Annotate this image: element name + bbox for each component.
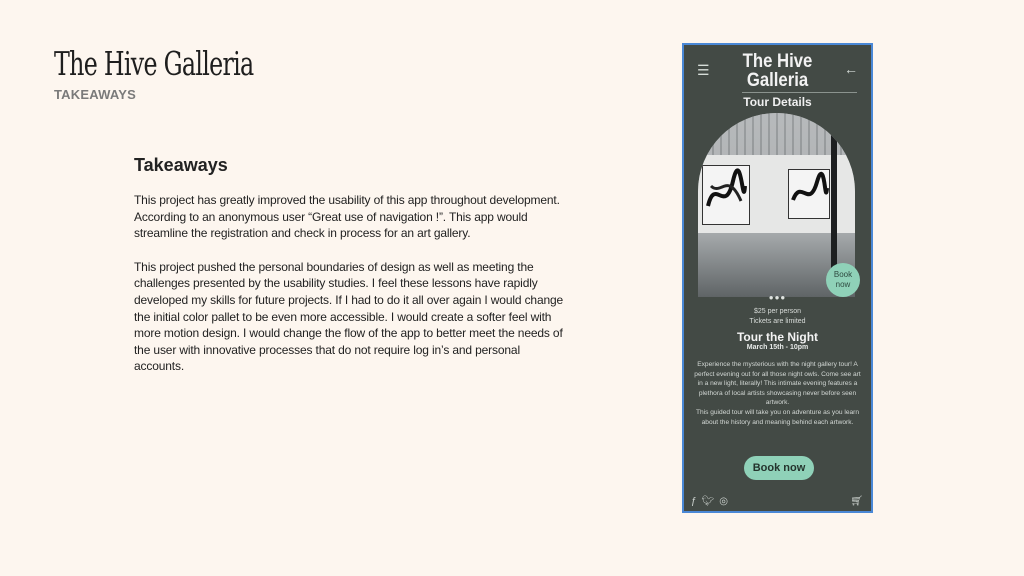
title-divider <box>742 92 857 93</box>
takeaways-paragraph-1: This project has greatly improved the usability of this app throughout development. According to an anonymous user “Great use of navigation !”. This app would streamline the registration and check in process for an art gallery. <box>134 193 560 241</box>
instagram-icon[interactable]: ◎ <box>719 496 728 507</box>
app-title <box>695 52 860 90</box>
back-arrow-icon[interactable]: ← <box>844 61 858 77</box>
tour-description: Experience the mysterious with the night gallery tour! A perfect evening out for all those night owls. Come see art in a new light, literally! This intimate evening features a plethora of local artists showcasing never before seen artwork. This guided tour will take you on adventure as you learn about the history and meaning behind each artwork. <box>694 361 861 426</box>
tickets-limited: Tickets are limited <box>749 318 806 325</box>
screen-title: Tour Details <box>743 95 812 109</box>
app-title-line-2: Galleria <box>746 70 809 91</box>
artwork-right <box>788 169 830 219</box>
book-bubble-line-1: Book <box>833 270 853 279</box>
book-now-bubble[interactable] <box>826 263 860 297</box>
gallery-pillar <box>831 133 837 283</box>
twitter-icon[interactable]: 🐦︎ <box>701 496 715 507</box>
section-label: TAKEAWAYS <box>54 87 136 102</box>
takeaways-heading: Takeaways <box>134 155 228 175</box>
takeaways-paragraph-2: This project pushed the personal boundaries of design as well as meeting the challenges presented by the usability studies. I feel these lessons have rapidly developed my skills for future projects. If I had to do it all over again I would change the initial color pallet to be even more accessible. I would create a softer feel with more motion design. I would change the flow of the app to better meet the needs of the user with innovative processes that do not require log in’s and personal accounts. <box>134 259 564 374</box>
tour-name: Tour the Night <box>736 330 819 344</box>
tour-date: March 15th - 10pm <box>746 344 809 351</box>
app-title-line-1: The Hive <box>742 51 813 72</box>
carousel-dots[interactable]: ●●● <box>768 293 787 302</box>
tour-price: $25 per person <box>753 308 802 315</box>
artwork-left <box>702 165 750 225</box>
menu-icon[interactable]: ☰ <box>697 62 710 78</box>
takeaways-content <box>134 155 564 392</box>
phone-mockup <box>682 43 873 513</box>
book-now-button[interactable]: Book now <box>744 456 814 480</box>
facebook-icon[interactable]: ƒ <box>691 496 697 507</box>
brand-logo-text: The Hive Galleria <box>54 44 254 83</box>
cart-icon[interactable]: 🛒︎ <box>850 496 863 507</box>
book-bubble-line-2: now <box>835 280 851 289</box>
social-links <box>691 496 728 507</box>
